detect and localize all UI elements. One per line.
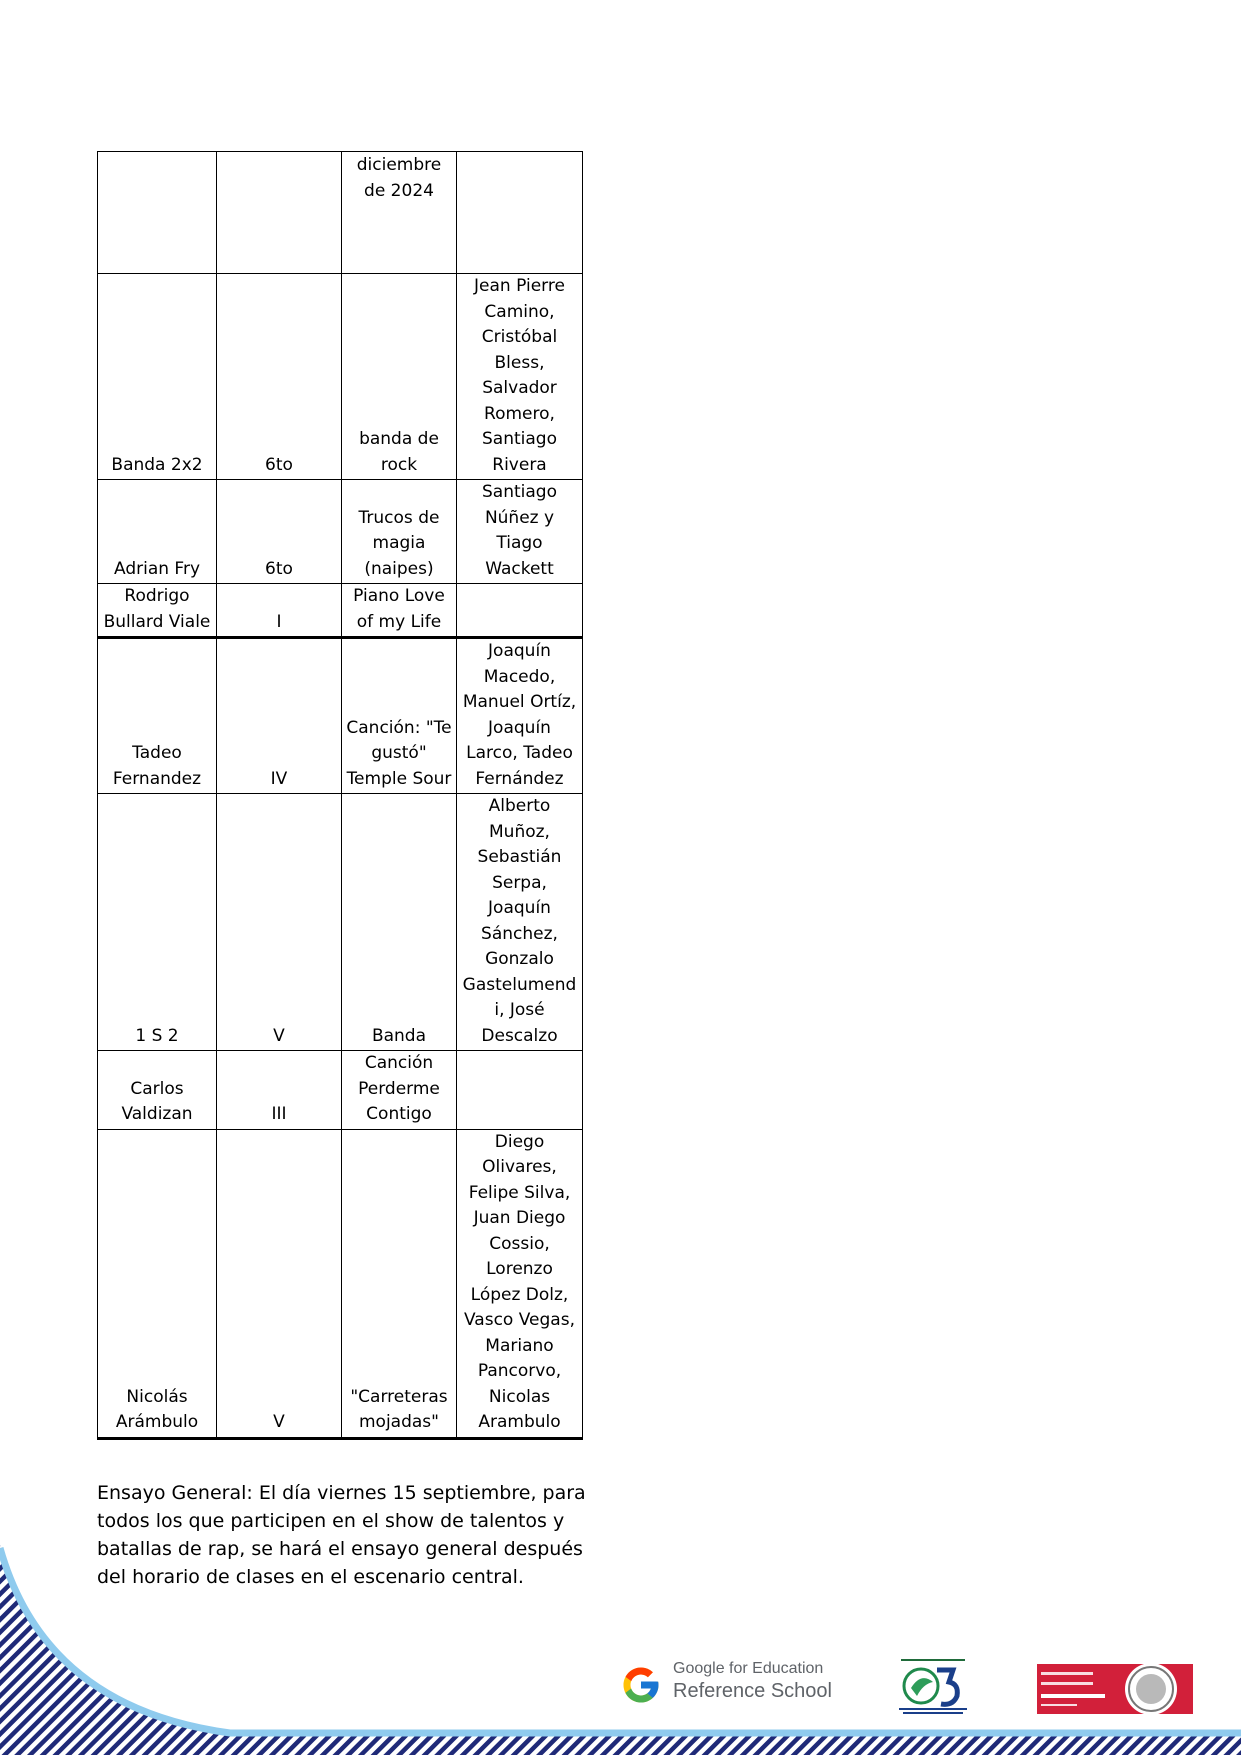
grade-cell: IV xyxy=(217,638,342,794)
grade-cell: V xyxy=(217,794,342,1051)
act-cell: Banda xyxy=(342,794,457,1051)
members-cell: Diego Olivares, Felipe Silva, Juan Diego Cossio, Lorenzo López Dolz, Vasco Vegas, Mariano Pancorvo, Nicolas Arambulo xyxy=(457,1129,583,1438)
participant-cell: 1 S 2 xyxy=(98,794,217,1051)
grade-cell xyxy=(217,152,342,274)
act-cell: Canción: "Te gustó" Temple Sour xyxy=(342,638,457,794)
rehearsal-note: Ensayo General: El día viernes 15 septiembre, para todos los que participen en el show de talentos y batallas de rap, se hará el ensayo general después del horario de clases en el escenario central. xyxy=(97,1482,586,1588)
google-g-icon xyxy=(620,1664,662,1706)
grade-cell: 6to xyxy=(217,480,342,584)
table-row xyxy=(98,1051,583,1130)
act-cell: Canción Perderme Contigo xyxy=(342,1051,457,1130)
act-cell: Trucos de magia (naipes) xyxy=(342,480,457,584)
table-row xyxy=(98,638,583,794)
members-cell xyxy=(457,584,583,638)
act-cell: "Carreteras mojadas" xyxy=(342,1129,457,1438)
members-cell: Joaquín Macedo, Manuel Ortíz, Joaquín Larco, Tadeo Fernández xyxy=(457,638,583,794)
bureau-veritas-logo xyxy=(1037,1662,1193,1716)
act-cell: Piano Love of my Life xyxy=(342,584,457,638)
google-line2: Reference School xyxy=(673,1680,832,1702)
participant-cell xyxy=(98,152,217,274)
participant-cell: Rodrigo Bullard Viale xyxy=(98,584,217,638)
table-row xyxy=(98,1129,583,1438)
members-cell xyxy=(457,152,583,274)
participant-cell: Carlos Valdizan xyxy=(98,1051,217,1130)
grade-cell: I xyxy=(217,584,342,638)
talent-show-table xyxy=(97,151,583,1440)
act-cell: banda de rock xyxy=(342,274,457,480)
table-row xyxy=(98,584,583,638)
participant-cell: Nicolás Arámbulo xyxy=(98,1129,217,1438)
members-cell: Alberto Muñoz, Sebastián Serpa, Joaquín Sánchez, Gonzalo Gastelumend i, José Descalzo xyxy=(457,794,583,1051)
members-cell xyxy=(457,1051,583,1130)
members-cell: Santiago Núñez y Tiago Wackett xyxy=(457,480,583,584)
members-cell: Jean Pierre Camino, Cristóbal Bless, Salvador Romero, Santiago Rivera xyxy=(457,274,583,480)
table-row xyxy=(98,480,583,584)
fem-pact-logo xyxy=(893,1658,973,1716)
act-cell: diciembre de 2024 xyxy=(342,152,457,274)
participant-cell: Adrian Fry xyxy=(98,480,217,584)
table-row xyxy=(98,794,583,1051)
google-line1: Google for Education xyxy=(673,1660,824,1677)
google-for-education-logo xyxy=(620,1660,850,1712)
grade-cell: 6to xyxy=(217,274,342,480)
participant-cell: Tadeo Fernandez xyxy=(98,638,217,794)
table-row xyxy=(98,152,583,274)
grade-cell: III xyxy=(217,1051,342,1130)
grade-cell: V xyxy=(217,1129,342,1438)
table-row xyxy=(98,274,583,480)
participant-cell: Banda 2x2 xyxy=(98,274,217,480)
